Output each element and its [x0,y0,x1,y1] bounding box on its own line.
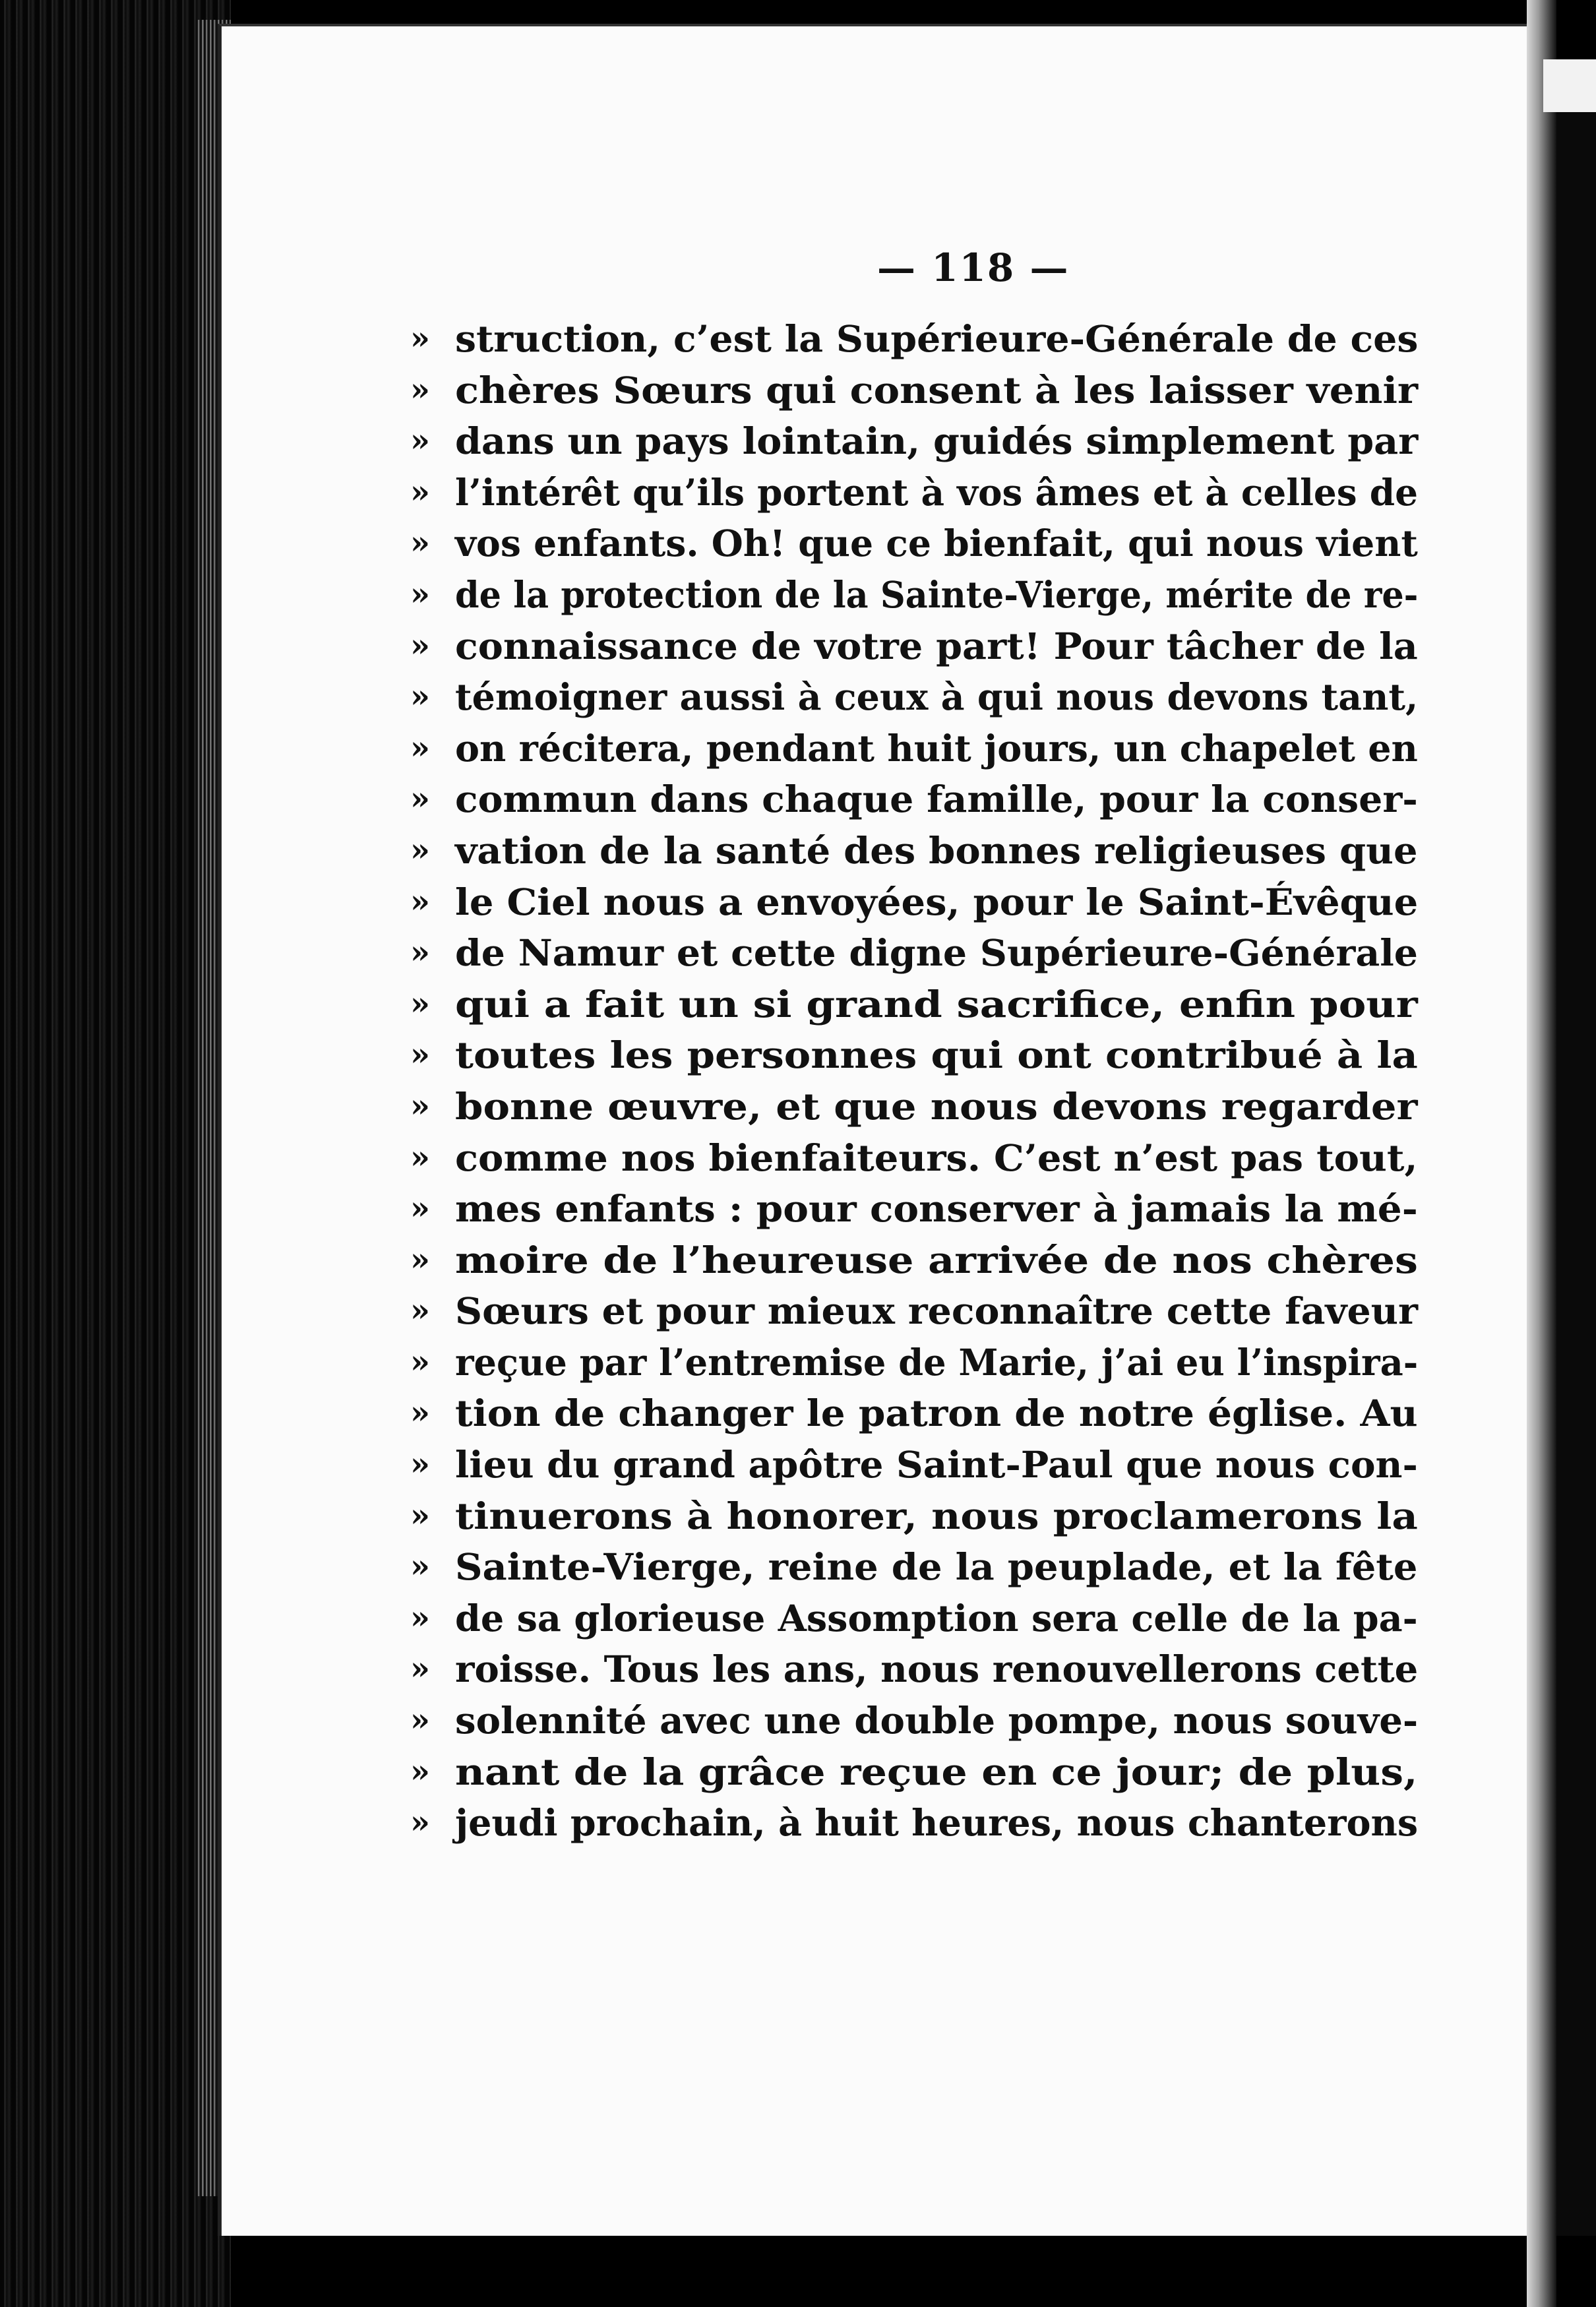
quotation-mark: » [410,831,430,869]
text-line-content: de sa glorieuse Assomption sera celle de la pa- [455,1596,1418,1640]
text-line-content: nant de la grâce reçue en ce jour; de plus, [455,1750,1418,1793]
text-line [410,1285,1418,1337]
quotation-mark: » [410,1548,430,1585]
text-line-content: de Namur et cette digne Supérieure-Générale [455,931,1418,975]
text-line-content: bonne œuvre, et que nous devons regarder [455,1084,1418,1128]
quotation-mark: » [410,422,430,460]
text-line-content: on récitera, pendant huit jours, un chapelet en [455,726,1418,770]
quotation-mark: » [410,678,430,716]
quotation-mark: » [410,524,430,562]
quotation-mark: » [410,371,430,408]
quotation-mark: » [410,985,430,1022]
text-line [410,621,1418,672]
quotation-mark: » [410,1446,430,1483]
text-line [410,979,1418,1030]
text-line [410,927,1418,979]
text-line-content: le Ciel nous a envoyées, pour le Saint-Évêque [455,880,1419,923]
text-line-content: Sainte-Vierge, reine de la peuplade, et la fête [455,1545,1418,1589]
text-line-content: mes enfants : pour conserver à jamais la mé- [455,1187,1418,1231]
text-line [410,365,1419,416]
text-line [410,1337,1419,1388]
text-line-content: de la protection de la Sainte-Vierge, mérite de re- [455,572,1419,616]
text-line-content: comme nos bienfaiteurs. C’est n’est pas tout, [455,1136,1418,1179]
quotation-mark: » [410,1650,430,1688]
text-line-content: chères Sœurs qui consent à les laisser venir [455,368,1419,412]
quotation-mark: » [410,934,430,971]
quotation-mark: » [410,1036,430,1074]
quotation-mark: » [410,729,430,766]
text-line-content: lieu du grand apôtre Saint-Paul que nous con- [455,1443,1418,1487]
text-line-content: tion de changer le patron de notre église. Au [455,1392,1418,1435]
text-line-content: toutes les personnes qui ont contribué à la [455,1033,1418,1077]
text-line-content: témoigner aussi à ceux à qui nous devons tant, [455,675,1419,719]
text-line [410,1081,1418,1132]
quotation-mark: » [410,1138,430,1176]
next-page-corner [1543,59,1596,112]
text-line-content: tinuerons à honorer, nous proclamerons la [455,1494,1418,1537]
text-line [410,671,1419,723]
book-binding-gutter [0,0,231,2307]
text-line [410,1541,1418,1593]
text-line [410,1695,1419,1746]
text-line [410,1030,1418,1081]
quotation-mark: » [410,1496,430,1534]
text-line-content: roisse. Tous les ans, nous renouvellerons cette [455,1647,1419,1691]
text-line [410,1183,1418,1235]
quotation-mark: » [410,1599,430,1636]
text-line [410,313,1419,365]
text-line [410,1132,1418,1184]
text-line-content: qui a fait un si grand sacrifice, enfin pour [455,982,1418,1026]
text-line [410,723,1418,774]
quotation-mark: » [410,575,430,613]
text-line [410,1797,1419,1849]
text-line-content: l’intérêt qu’ils portent à vos âmes et à celles de [455,470,1419,514]
page-right-shadow [1527,0,1556,2307]
text-line [410,877,1419,928]
text-line [410,1235,1418,1286]
quotation-mark: » [410,1087,430,1124]
text-line [410,774,1418,825]
text-line [410,1439,1418,1491]
quotation-mark: » [410,1804,430,1841]
text-line-content: connaissance de votre part! Pour tâcher de la [455,624,1418,667]
text-line-content: reçue par l’entremise de Marie, j’ai eu l’inspira- [455,1340,1419,1384]
text-line-content: struction, c’est la Supérieure-Générale de ces [455,317,1419,360]
text-line [410,467,1419,518]
right-dark-strip [1556,59,1596,2236]
quotation-mark: » [410,882,430,920]
text-line [410,1644,1419,1695]
text-line-content: vos enfants. Oh! que ce bienfait, qui nous vient [455,522,1418,565]
text-line-content: solennité avec une double pompe, nous souve- [455,1699,1419,1742]
text-line-content: vation de la santé des bonnes religieuses que [455,828,1418,872]
text-line [410,569,1419,621]
text-line-content: dans un pays lointain, guidés simplement par [455,419,1419,463]
quotation-mark: » [410,1190,430,1227]
text-line [410,1746,1418,1798]
quotation-mark: » [410,780,430,818]
text-line [410,1491,1418,1542]
quotation-mark: » [410,473,430,510]
text-line-content: moire de l’heureuse arrivée de nos chères [455,1238,1418,1281]
text-line [410,825,1418,877]
quotation-mark: » [410,1292,430,1330]
page-number: — 118 — [877,245,1070,290]
quotation-mark: » [410,627,430,664]
quotation-mark: » [410,1752,430,1790]
body-text [410,313,1419,1849]
text-line [410,415,1419,467]
text-line [410,1593,1418,1644]
quotation-mark: » [410,1394,430,1432]
text-line-content: commun dans chaque famille, pour la conser- [455,778,1418,821]
quotation-mark: » [410,1343,430,1380]
quotation-mark: » [410,1241,430,1278]
quotation-mark: » [410,320,430,357]
quotation-mark: » [410,1702,430,1739]
text-line [410,518,1418,569]
text-line [410,1388,1418,1439]
text-line-content: Sœurs et pour mieux reconnaître cette faveur [455,1289,1418,1333]
text-line-content: jeudi prochain, à huit heures, nous chanterons [455,1801,1419,1845]
